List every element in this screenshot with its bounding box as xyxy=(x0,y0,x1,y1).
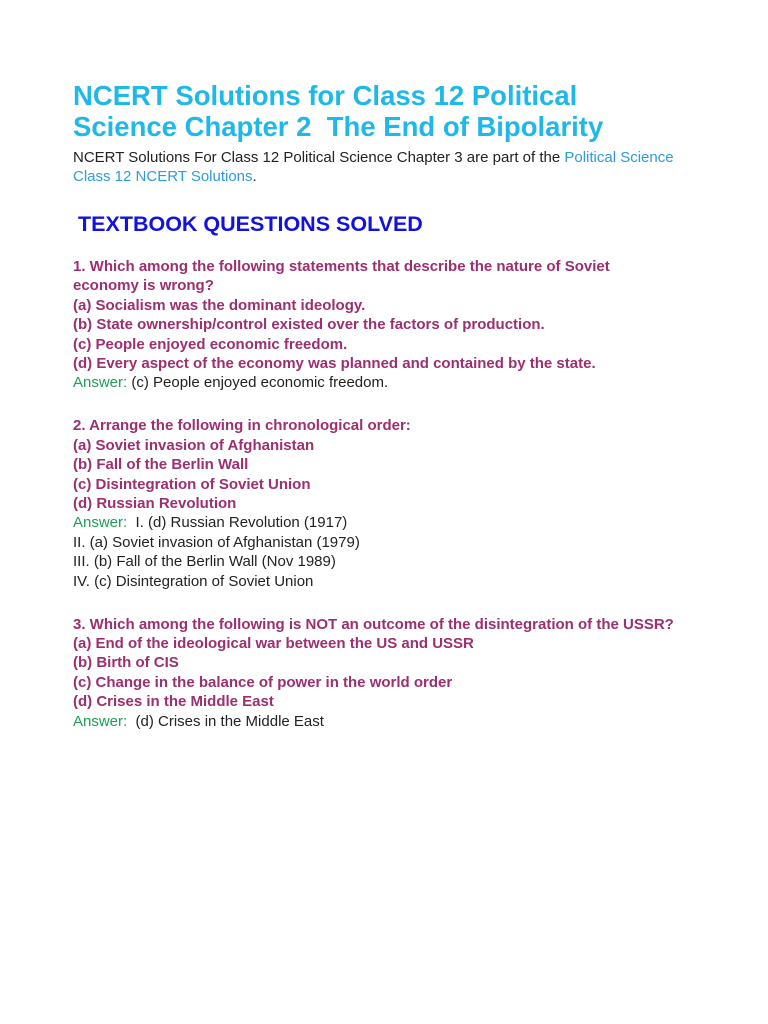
option-item: (b) Fall of the Berlin Wall xyxy=(73,456,249,474)
question-text: economy is wrong? xyxy=(73,277,214,295)
answer-line xyxy=(73,373,703,392)
answer-continuation: III. (b) Fall of the Berlin Wall (Nov 1989) xyxy=(73,553,336,571)
question-block-2 xyxy=(73,416,703,591)
option-item: (d) Every aspect of the economy was planned and contained by the state. xyxy=(73,355,596,373)
page-title-line-1: NCERT Solutions for Class 12 Political xyxy=(73,80,578,111)
intro-link-line-1: Political Science xyxy=(564,149,674,166)
option-item: (b) State ownership/control existed over the factors of production. xyxy=(73,316,545,334)
intro-link-line-2: Class 12 NCERT Solutions xyxy=(73,168,253,185)
option-item: (c) People enjoyed economic freedom. xyxy=(73,335,348,353)
answer-text: (c) People enjoyed economic freedom. xyxy=(127,374,389,392)
answer-text: I. (d) Russian Revolution (1917) xyxy=(127,514,348,532)
intro-suffix: . xyxy=(252,168,257,185)
article-content xyxy=(73,80,703,731)
intro-paragraph xyxy=(73,148,703,186)
answer-label: Answer: xyxy=(73,712,128,730)
page-title xyxy=(73,80,703,142)
answer-label: Answer: xyxy=(73,514,128,532)
answer-text: (d) Crises in the Middle East xyxy=(127,712,324,730)
question-block-1 xyxy=(73,257,703,393)
answer-line xyxy=(73,513,703,532)
section-heading: TEXTBOOK QUESTIONS SOLVED xyxy=(78,212,423,236)
option-item: (c) Change in the balance of power in the world order xyxy=(73,673,453,691)
option-item: (a) Socialism was the dominant ideology. xyxy=(73,296,366,314)
option-item: (a) Soviet invasion of Afghanistan xyxy=(73,436,315,454)
question-text: 2. Arrange the following in chronological order: xyxy=(73,417,411,435)
option-item: (d) Russian Revolution xyxy=(73,494,237,512)
answer-continuation: IV. (c) Disintegration of Soviet Union xyxy=(73,572,314,590)
intro-text: NCERT Solutions For Class 12 Political Science Chapter 3 are part of the xyxy=(73,149,565,166)
question-block-3 xyxy=(73,615,703,731)
answer-line xyxy=(73,712,703,731)
question-text: 3. Which among the following is NOT an outcome of the disintegration of the USSR? xyxy=(73,615,674,633)
page-title-line-2: Science Chapter 2 The End of Bipolarity xyxy=(73,111,604,142)
question-text: 1. Which among the following statements that describe the nature of Soviet xyxy=(73,258,610,275)
option-item: (c) Disintegration of Soviet Union xyxy=(73,475,311,493)
answer-continuation: II. (a) Soviet invasion of Afghanistan (1979) xyxy=(73,533,360,551)
option-item: (a) End of the ideological war between the US and USSR xyxy=(73,634,474,652)
option-item: (b) Birth of CIS xyxy=(73,654,179,672)
answer-label: Answer: xyxy=(73,374,128,392)
option-item: (d) Crises in the Middle East xyxy=(73,693,274,711)
